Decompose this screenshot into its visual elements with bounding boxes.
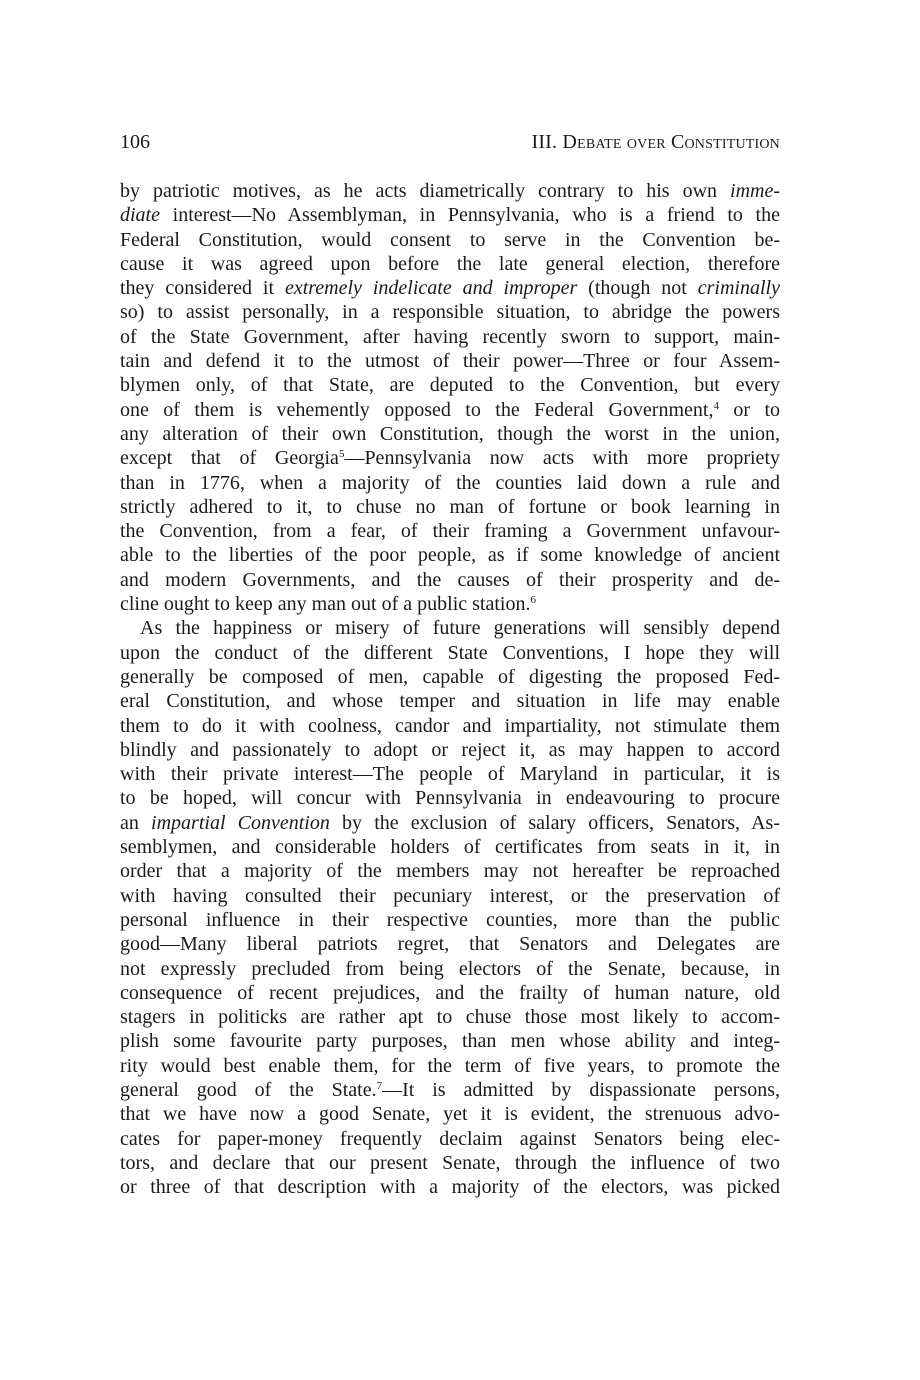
text-run: cates for paper-money frequently declaim against Senators being elec- <box>120 1127 780 1150</box>
text-run: blindly and passionately to adopt or reject it, as may happen to accord <box>120 738 780 761</box>
text-line <box>120 1005 780 1029</box>
italic-text: criminally <box>697 277 780 300</box>
text-line <box>120 446 780 470</box>
text-line <box>120 325 780 349</box>
footnote-ref: 7 <box>376 1079 383 1092</box>
text-line <box>120 689 780 713</box>
text-line <box>120 981 780 1005</box>
text-line <box>120 1102 780 1126</box>
text-run: generally be composed of men, capable of digesting the proposed Fed- <box>120 665 780 688</box>
text-line <box>120 641 780 665</box>
text-line <box>120 276 780 300</box>
text-line <box>120 203 780 227</box>
text-line <box>120 228 780 252</box>
text-line <box>120 738 780 762</box>
running-head: III. Debate over Constitution <box>531 131 780 153</box>
text-run: interest—No Assemblyman, in Pennsylvania, who is a friend to the <box>160 204 780 227</box>
text-line <box>120 714 780 738</box>
text-line <box>120 859 780 883</box>
text-run: or three of that description with a majority of the electors, was picked <box>120 1176 780 1199</box>
text-line <box>120 398 780 422</box>
text-run: the Convention, from a fear, of their framing a Government unfavour- <box>120 520 780 543</box>
text-run: rity would best enable them, for the term of five years, to promote the <box>120 1054 780 1077</box>
text-run: with having consulted their pecuniary interest, or the preservation of <box>120 884 780 907</box>
text-run: (though not <box>577 277 698 300</box>
text-run: they considered it <box>120 277 285 300</box>
text-run: or to <box>718 398 781 421</box>
text-run: tain and defend it to the utmost of their power—Three or four Assem- <box>120 350 780 373</box>
text-line <box>120 932 780 956</box>
text-line <box>120 762 780 786</box>
text-run: order that a majority of the members may not hereafter be reproached <box>120 860 780 883</box>
text-line <box>120 495 780 519</box>
text-run: an <box>120 811 152 834</box>
text-run: As the happiness or misery of future generations will sensibly depend <box>140 617 780 640</box>
text-run: of the State Government, after having recently sworn to support, main- <box>120 325 780 348</box>
italic-text: extremely indelicate and improper <box>284 277 578 300</box>
text-run: Federal Constitution, would consent to serve in the Convention be- <box>120 228 780 251</box>
text-run: stagers in politicks are rather apt to chuse those most likely to accom- <box>120 1006 780 1029</box>
text-line <box>120 179 780 203</box>
text-line <box>120 1175 780 1199</box>
text-line <box>120 471 780 495</box>
italic-text: impartial Convention <box>151 811 330 834</box>
text-run: —Pennsylvania now acts with more propriety <box>344 447 780 470</box>
italic-text: imme- <box>730 180 780 202</box>
footnote-ref: 5 <box>338 448 345 461</box>
text-run: so) to assist personally, in a responsible situation, to abridge the powers <box>120 301 780 324</box>
text-run: good—Many liberal patriots regret, that Senators and Delegates are <box>120 933 780 956</box>
text-run: consequence of recent prejudices, and the frailty of human nature, old <box>120 981 780 1004</box>
text-run: upon the conduct of the different State Conventions, I hope they will <box>120 641 780 664</box>
text-run: them to do it with coolness, candor and impartiality, not stimulate them <box>120 714 780 737</box>
text-run: than in 1776, when a majority of the counties laid down a rule and <box>120 471 780 494</box>
text-line <box>120 884 780 908</box>
text-run: one of them is vehemently opposed to the Federal Government, <box>120 398 714 421</box>
text-run: general good of the State. <box>120 1078 377 1101</box>
text-line <box>120 908 780 932</box>
text-line <box>120 665 780 689</box>
text-line <box>120 835 780 859</box>
text-line <box>120 592 780 616</box>
text-line <box>120 1127 780 1151</box>
text-run: plish some favourite party purposes, than men whose ability and integ- <box>120 1030 780 1053</box>
text-line <box>120 373 780 397</box>
text-line <box>120 1151 780 1175</box>
body-text <box>120 179 780 1199</box>
text-run: that we have now a good Senate, yet it is evident, the strenuous advo- <box>120 1103 780 1126</box>
text-run: semblymen, and considerable holders of certificates from seats in it, in <box>120 836 780 859</box>
text-run: and modern Governments, and the causes of their prosperity and de- <box>120 568 780 591</box>
text-line <box>120 568 780 592</box>
page-number: 106 <box>120 131 150 153</box>
text-run: personal influence in their respective counties, more than the public <box>120 908 780 931</box>
page-header <box>120 128 780 158</box>
text-run: cline ought to keep any man out of a public station. <box>120 593 531 616</box>
text-run: by patriotic motives, as he acts diametrically contrary to his own <box>120 180 731 202</box>
footnote-ref: 4 <box>713 399 719 412</box>
text-run: tors, and declare that our present Senate, through the influence of two <box>120 1151 780 1174</box>
text-line <box>120 1078 780 1102</box>
text-run: by the exclusion of salary officers, Senators, As- <box>329 811 780 834</box>
text-line <box>120 957 780 981</box>
text-run: any alteration of their own Constitution, though the worst in the union, <box>120 422 780 445</box>
text-line <box>120 543 780 567</box>
text-run: cause it was agreed upon before the late general election, therefore <box>120 252 780 275</box>
text-run: not expressly precluded from being electors of the Senate, because, in <box>120 957 780 980</box>
text-line <box>120 616 780 640</box>
text-line <box>120 519 780 543</box>
text-run: blymen only, of that State, are deputed to the Convention, but every <box>120 374 780 397</box>
footnote-ref: 6 <box>530 594 536 607</box>
italic-text: diate <box>120 204 160 227</box>
text-run: except that of Georgia <box>120 447 339 470</box>
text-line <box>120 252 780 276</box>
text-line <box>120 1029 780 1053</box>
text-line <box>120 1054 780 1078</box>
text-line <box>120 300 780 324</box>
text-run: strictly adhered to it, to chuse no man of fortune or book learning in <box>120 495 780 518</box>
text-line <box>120 349 780 373</box>
text-line <box>120 786 780 810</box>
text-run: to be hoped, will concur with Pennsylvania in endeavouring to procure <box>120 787 780 810</box>
text-run: with their private interest—The people of Maryland in particular, it is <box>120 763 780 786</box>
text-run: —It is admitted by dispassionate persons, <box>382 1078 780 1101</box>
text-line <box>120 811 780 835</box>
text-run: able to the liberties of the poor people, as if some knowledge of ancient <box>120 544 780 567</box>
text-run: eral Constitution, and whose temper and situation in life may enable <box>120 690 780 713</box>
text-line <box>120 422 780 446</box>
